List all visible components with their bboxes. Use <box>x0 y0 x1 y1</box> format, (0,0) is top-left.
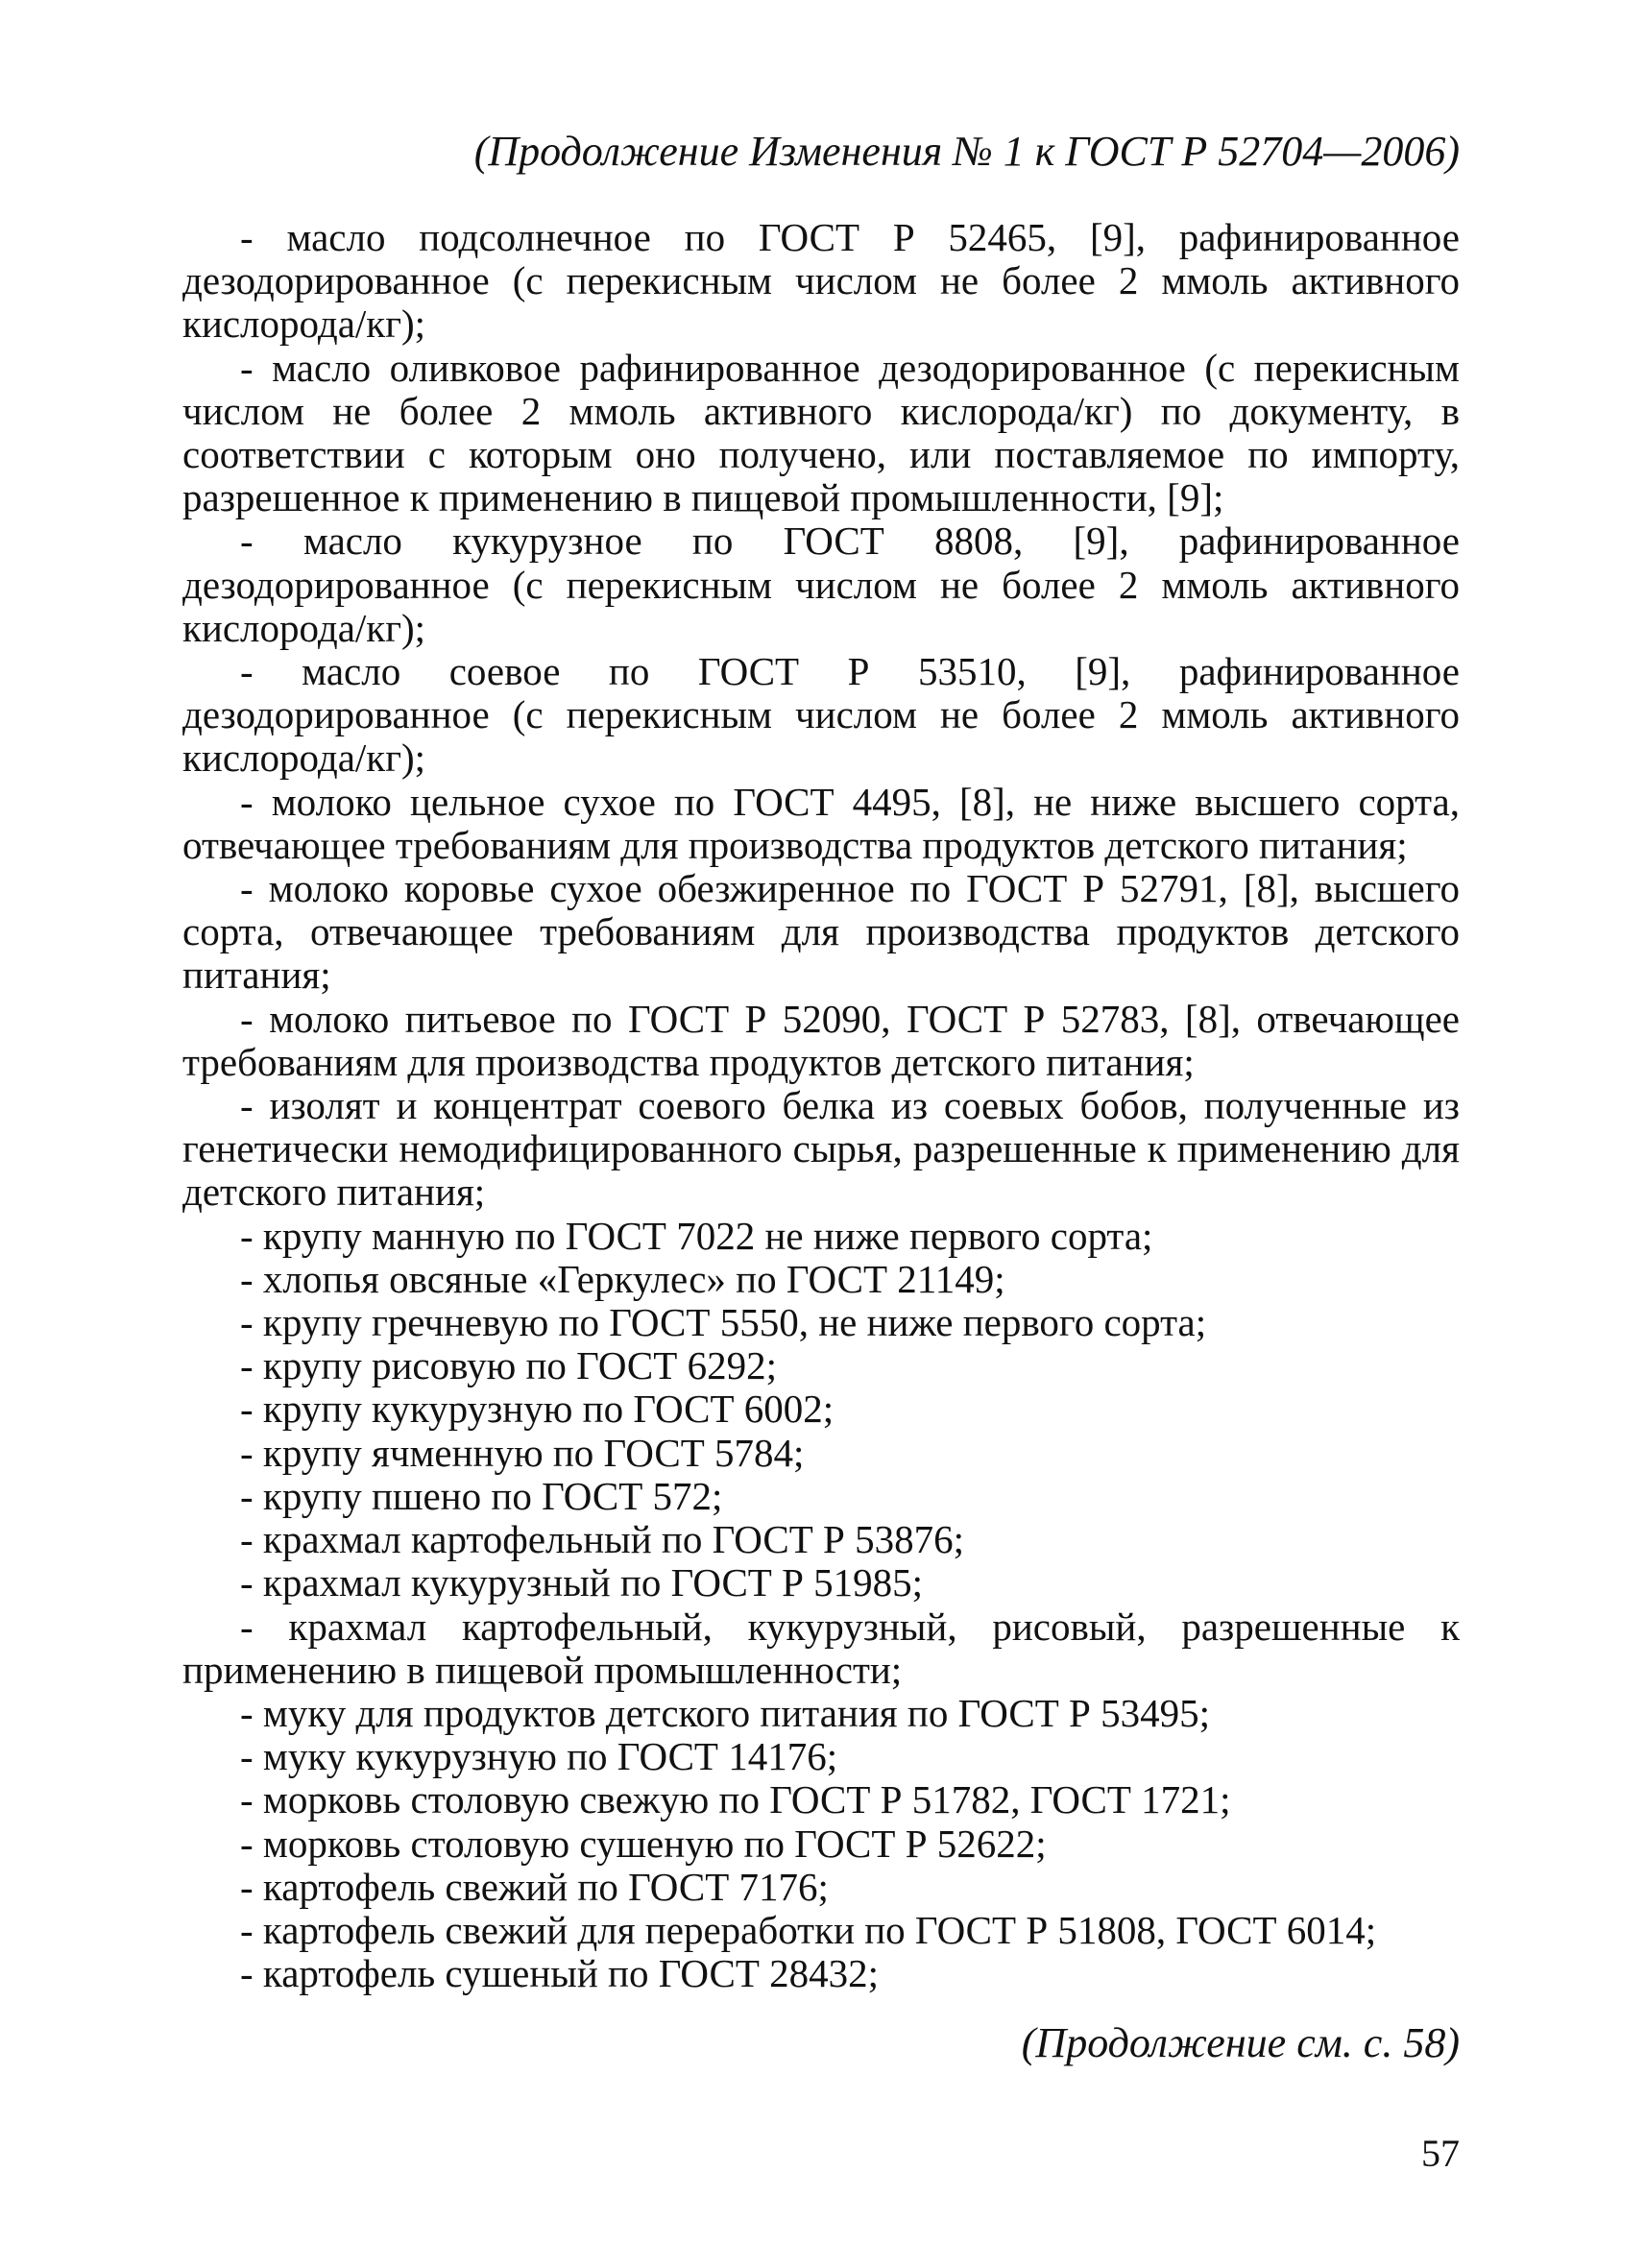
list-item: - молоко цельное сухое по ГОСТ 4495, [8], не ниже высшего сорта, отвечающее требованиям для производства продуктов детского питания; <box>182 779 1460 867</box>
document-body <box>182 216 1460 1995</box>
list-item: - картофель свежий по ГОСТ 7176; <box>240 1864 829 1909</box>
list-item: - муку для продуктов детского питания по ГОСТ Р 53495; <box>240 1690 1210 1735</box>
list-item: - изолят и концентрат соевого белка из соевых бобов, полученные из генетически немодифицированного сырья, разрешенные к применению для детского питания; <box>182 1083 1460 1215</box>
list-item: - крахмал картофельный, кукурузный, рисовый, разрешенные к применению в пищевой промышленности; <box>182 1604 1460 1692</box>
list-item: - масло подсолнечное по ГОСТ Р 52465, [9], рафинированное дезодорированное (с перекисным числом не более 2 ммоль активного кислорода/кг); <box>182 215 1460 347</box>
list-item: - хлопья овсяные «Геркулес» по ГОСТ 21149; <box>240 1256 1005 1301</box>
list-item: - масло соевое по ГОСТ Р 53510, [9], рафинированное дезодорированное (с перекисным числом не более 2 ммоль активного кислорода/кг); <box>182 649 1460 781</box>
list-item: - муку кукурузную по ГОСТ 14176; <box>240 1734 838 1779</box>
list-item: - крахмал картофельный по ГОСТ Р 53876; <box>240 1517 964 1562</box>
list-item: - картофель сушеный по ГОСТ 28432; <box>240 1951 880 1996</box>
list-item: - крупу ячменную по ГОСТ 5784; <box>240 1430 805 1475</box>
list-item: - крахмал кукурузный по ГОСТ Р 51985; <box>240 1560 924 1605</box>
list-item: - крупу манную по ГОСТ 7022 не ниже первого сорта; <box>240 1213 1153 1258</box>
page-number: 57 <box>1421 2132 1460 2175</box>
list-item: - крупу кукурузную по ГОСТ 6002; <box>240 1387 835 1432</box>
running-header: (Продолжение Изменения № 1 к ГОСТ Р 52704—2006) <box>473 128 1460 175</box>
list-item: - крупу пшено по ГОСТ 572; <box>240 1473 723 1518</box>
list-item: - крупу гречневую по ГОСТ 5550, не ниже первого сорта; <box>240 1300 1207 1345</box>
list-item: - молоко питьевое по ГОСТ Р 52090, ГОСТ Р 52783, [8], отвечающее требованиям для производства продуктов детского питания; <box>182 996 1460 1084</box>
list-item: - морковь столовую сушеную по ГОСТ Р 52622; <box>240 1821 1047 1866</box>
continuation-note: (Продолжение см. с. 58) <box>1021 2019 1460 2066</box>
list-item: - масло кукурузное по ГОСТ 8808, [9], рафинированное дезодорированное (с перекисным числом не более 2 ммоль активного кислорода/кг); <box>182 519 1460 650</box>
list-item: - молоко коровье сухое обезжиренное по ГОСТ Р 52791, [8], высшего сорта, отвечающее требованиям для производства продуктов детского питания; <box>182 866 1460 998</box>
list-item: - картофель свежий для переработки по ГОСТ Р 51808, ГОСТ 6014; <box>240 1907 1377 1952</box>
list-item: - крупу рисовую по ГОСТ 6292; <box>240 1343 777 1388</box>
list-item: - масло оливковое рафинированное дезодорированное (с перекисным числом не более 2 ммоль активного кислорода/кг) по документу, в соответствии с которым оно получено, или поставляемое по импорту, разрешенное к применению в пищевой промышленности, [9]; <box>182 345 1460 520</box>
list-item: - морковь столовую свежую по ГОСТ Р 51782, ГОСТ 1721; <box>240 1777 1231 1822</box>
